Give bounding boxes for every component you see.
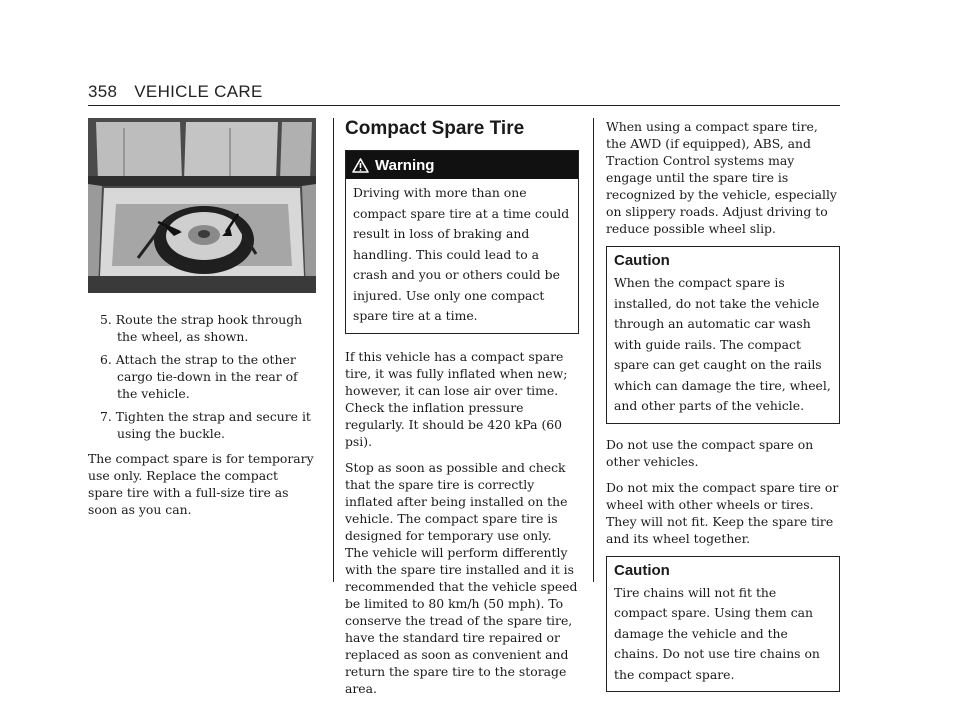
warning-text: Driving with more than one compact spare tire at a time could result in loss of braking and handling. This could lead to a crash and you or others could be injured. Use only one compact spare tire at a time. bbox=[353, 185, 570, 323]
awd-paragraph: When using a compact spare tire, the AWD (if equipped), ABS, and Traction Control systems may engage until the spare tire is recognized by the vehicle, especially on slippery roads. Adjust driving to reduce possible wheel slip. bbox=[606, 119, 837, 236]
spare-tire-storage-photo bbox=[88, 118, 316, 293]
step-number: 6. bbox=[100, 352, 112, 367]
warning-box bbox=[345, 150, 579, 334]
caution-title: Caution bbox=[614, 252, 670, 269]
warning-title: Warning bbox=[375, 156, 435, 174]
step-text: Tighten the strap and secure it using the buckle. bbox=[115, 409, 311, 441]
warning-header bbox=[346, 151, 578, 179]
instruction-steps bbox=[88, 311, 316, 442]
step-number: 7. bbox=[100, 409, 112, 424]
list-item bbox=[88, 408, 316, 442]
caution-box bbox=[606, 246, 840, 424]
page-number: 358 bbox=[88, 82, 118, 101]
step-text: Route the strap hook through the wheel, as shown. bbox=[115, 312, 303, 344]
header-divider bbox=[88, 105, 840, 106]
other-vehicles-paragraph: Do not use the compact spare on other vehicles. bbox=[606, 436, 814, 469]
column-divider bbox=[593, 118, 594, 582]
middle-column bbox=[345, 118, 579, 706]
list-item bbox=[88, 311, 316, 345]
warning-triangle-icon bbox=[352, 158, 369, 173]
right-column bbox=[606, 118, 840, 704]
page-header bbox=[88, 82, 263, 102]
section-heading: Compact Spare Tire bbox=[345, 118, 525, 139]
left-column bbox=[88, 118, 316, 527]
caution-box bbox=[606, 556, 840, 693]
stop-check-paragraph: Stop as soon as possible and check that the spare tire is correctly inflated after being installed on the vehicle. The compact spare tire is designed for temporary use only. The vehicle will perform differently with the spare tire installed and it is recommended that the vehicle speed be limited to 80 km/h (50 mph). To conserve the tread of the spare tire, have the standard tire repaired or replaced as soon as convenient and return the spare tire to the storage area. bbox=[345, 459, 578, 696]
column-divider bbox=[333, 118, 334, 582]
spare-tire-photo-icon bbox=[88, 118, 316, 293]
step-text: Attach the strap to the other cargo tie-down in the rear of the vehicle. bbox=[115, 352, 298, 401]
inflation-paragraph: If this vehicle has a compact spare tire, it was fully inflated when new; however, it can lose air over time. Check the inflation pressure regularly. It should be 420 kPa (60 psi). bbox=[345, 348, 568, 449]
do-not-mix-paragraph: Do not mix the compact spare tire or wheel with other wheels or tires. They will not fit. Keep the spare tire and its wheel together. bbox=[606, 479, 839, 546]
list-item bbox=[88, 351, 316, 402]
caution-title: Caution bbox=[614, 561, 670, 579]
temporary-use-paragraph: The compact spare is for temporary use only. Replace the compact spare tire with a full-size tire as soon as you can. bbox=[88, 451, 314, 517]
caution-text: When the compact spare is installed, do not take the vehicle through an automatic car wash with guide rails. The compact spare can get caught on the rails which can damage the tire, wheel, and other parts of the vehicle. bbox=[614, 275, 831, 413]
section-title: VEHICLE CARE bbox=[134, 82, 263, 101]
step-number: 5. bbox=[100, 312, 112, 327]
caution-text: Tire chains will not fit the compact spare. Using them can damage the vehicle and the chains. Do not use tire chains on the compact spare. bbox=[614, 584, 820, 682]
